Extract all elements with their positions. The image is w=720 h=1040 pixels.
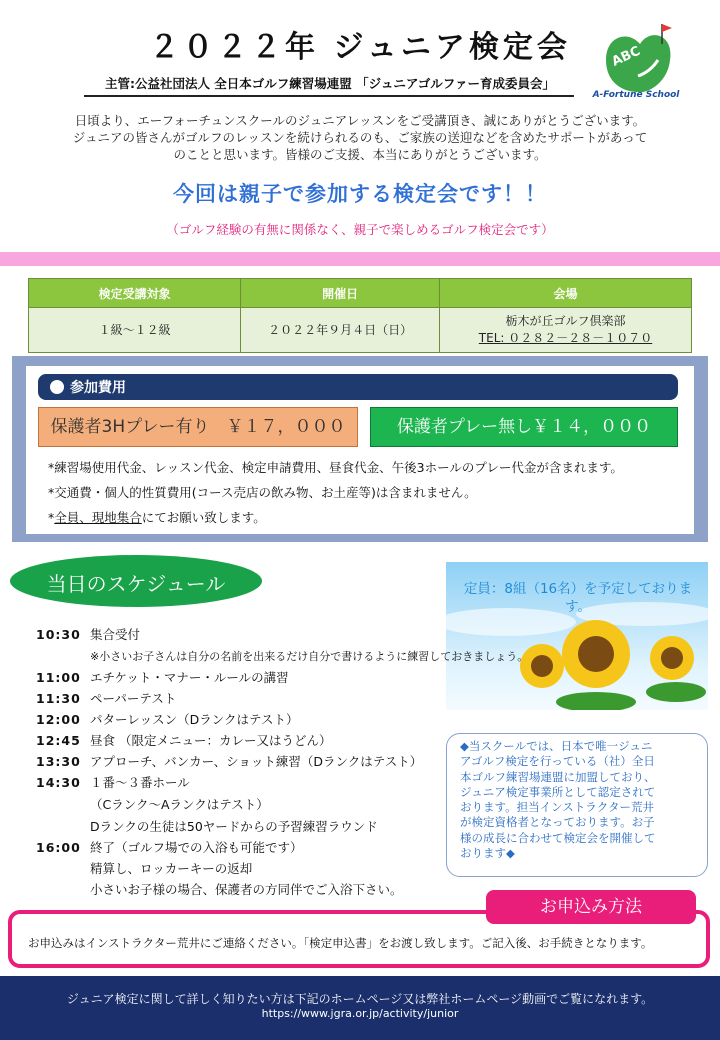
note-line: おります。担当インストラクター荒井 xyxy=(460,800,655,815)
intro-line: のことと思います。皆様のご支援、本当にありがとうございます。 xyxy=(173,147,547,162)
schedule-time: 13:30 xyxy=(36,754,81,769)
intro-text xyxy=(40,112,680,163)
schedule-item xyxy=(36,668,289,686)
page-title: ２０２２年 ジュニア検定会 xyxy=(149,30,571,65)
divider xyxy=(84,95,574,97)
fee-note: *交通費・個人的性質費用(コース売店の飲み物、お土産等)は含まれません。 xyxy=(48,485,477,500)
schedule-subtext: 小さいお子様の場合、保護者の方同伴でご入浴下さい。 xyxy=(90,882,403,897)
schedule-item xyxy=(36,625,140,643)
fee-note: *練習場使用代金、レッスン代金、検定申請費用、昼食代金、午後3ホールのプレー代金が含まれます。 xyxy=(48,460,623,475)
bullet-icon xyxy=(50,380,64,394)
fee-option-with-play: 保護者3Hプレー有り ￥１７，０００ xyxy=(38,407,358,447)
schedule-time: 11:30 xyxy=(36,691,81,706)
note-emphasis: 全員、現地集合 xyxy=(54,510,142,525)
note-line: アゴルフ検定を行っている（社）全日 xyxy=(460,754,655,769)
schedule-time: 16:00 xyxy=(36,840,81,855)
table-header: 開催日 xyxy=(241,279,440,308)
target-cell: １級～１２級 xyxy=(29,308,241,353)
table-header: 会場 xyxy=(440,279,692,308)
logo-letters: ABC xyxy=(609,43,643,70)
headline: 今回は親子で参加する検定会です！！ xyxy=(173,182,547,206)
footer-url[interactable]: https://www.jgra.or.jp/activity/junior xyxy=(261,1007,459,1020)
schedule-item xyxy=(36,752,422,770)
venue-cell xyxy=(440,308,692,353)
schedule-text: ペーパーテスト xyxy=(90,691,177,706)
event-info-table xyxy=(28,278,692,353)
fee-option-no-play: 保護者プレー無し￥１４，０００ xyxy=(370,407,678,447)
venue-tel[interactable]: TEL: ０２８２－２８－１０７０ xyxy=(478,331,653,345)
apply-title: お申込み方法 xyxy=(486,890,696,924)
footer-text: ジュニア検定に関して詳しく知りたい方は下記のホームページ又は弊社ホームページ動画でご覧になれます。 xyxy=(66,992,654,1006)
capacity-note: 定員：8組（16名）を予定しております。 xyxy=(463,581,693,615)
note-line: ◆当スクールでは、日本で唯一ジュニ xyxy=(460,739,653,753)
date-cell: ２０２２年９月４日（日） xyxy=(241,308,440,353)
schedule-subtext: （Cランク～Aランクはテスト） xyxy=(90,797,269,812)
schedule-text: エチケット・マナー・ルールの講習 xyxy=(90,670,289,685)
schedule-text: １番～３番ホール xyxy=(90,775,190,790)
fee-header xyxy=(38,374,678,400)
schedule-time: 12:00 xyxy=(36,712,81,727)
schedule-item xyxy=(36,689,176,707)
fee-note xyxy=(48,508,266,526)
schedule-subtext: 精算し、ロッカーキーの返却 xyxy=(90,861,253,876)
organizer-line: 主管:公益社団法人 全日本ゴルフ練習場連盟 「ジュニアゴルファー育成委員会」 xyxy=(104,76,556,91)
schedule-subtext: Dランクの生徒は50ヤードからの予習練習ラウンド xyxy=(90,819,378,834)
venue-name: 栃木が丘ゴルフ倶楽部 xyxy=(505,314,626,328)
schedule-time: 10:30 xyxy=(36,627,81,642)
schedule-title: 当日のスケジュール xyxy=(46,572,226,596)
schedule-text: 昼食 （限定メニュー：カレー又はうどん） xyxy=(90,733,332,748)
school-note xyxy=(460,739,696,861)
subline: （ゴルフ経験の有無に関係なく、親子で楽しめるゴルフ検定会です） xyxy=(166,222,554,237)
schedule-item xyxy=(36,710,299,728)
schedule-text: 集合受付 xyxy=(90,627,141,642)
note-line: が検定資格者となっております。お子 xyxy=(460,815,655,830)
schedule-item xyxy=(36,838,303,856)
fee-title: 参加費用 xyxy=(70,380,126,396)
schedule-time: 14:30 xyxy=(36,775,81,790)
schedule-text: 終了（ゴルフ場での入浴も可能です） xyxy=(90,840,303,855)
schedule-time: 12:45 xyxy=(36,733,81,748)
note-line: 様の成長に合わせて検定会を開催して xyxy=(460,830,656,845)
logo-label: A-Fortune School xyxy=(592,90,680,100)
apply-text: お申込みはインストラクター荒井にご連絡ください。「検定申込書」をお渡し致します。ご記入後、お手続きとなります。 xyxy=(28,936,653,950)
note-prefix: * xyxy=(48,510,55,525)
schedule-time: 11:00 xyxy=(36,670,81,685)
intro-line: ジュニアの皆さんがゴルフのレッスンを続けられるのも、ご家族の送迎などを含めたサポートがあって xyxy=(72,130,648,145)
note-line: ジュニア検定事業所として認定されて xyxy=(460,784,656,799)
schedule-item xyxy=(36,773,190,791)
note-suffix: にてお願い致します。 xyxy=(141,510,266,525)
schedule-item xyxy=(36,731,331,749)
schedule-text: パターレッスン（Dランクはテスト） xyxy=(90,712,299,727)
table-header: 検定受講対象 xyxy=(29,279,241,308)
divider-bar xyxy=(0,252,720,266)
intro-line: 日頃より、エーフォーチュンスクールのジュニアレッスンをご受講頂き、誠にありがとうございます。 xyxy=(74,113,646,128)
schedule-note: ※小さいお子さんは自分の名前を出来るだけ自分で書けるように練習しておきましょう。 xyxy=(90,650,529,663)
school-logo xyxy=(598,20,678,100)
note-line: 本ゴルフ練習場連盟に加盟しており、 xyxy=(460,769,656,784)
note-line: おります◆ xyxy=(460,846,515,861)
schedule-text: アプローチ、バンカー、ショット練習（Dランクはテスト） xyxy=(90,754,423,769)
